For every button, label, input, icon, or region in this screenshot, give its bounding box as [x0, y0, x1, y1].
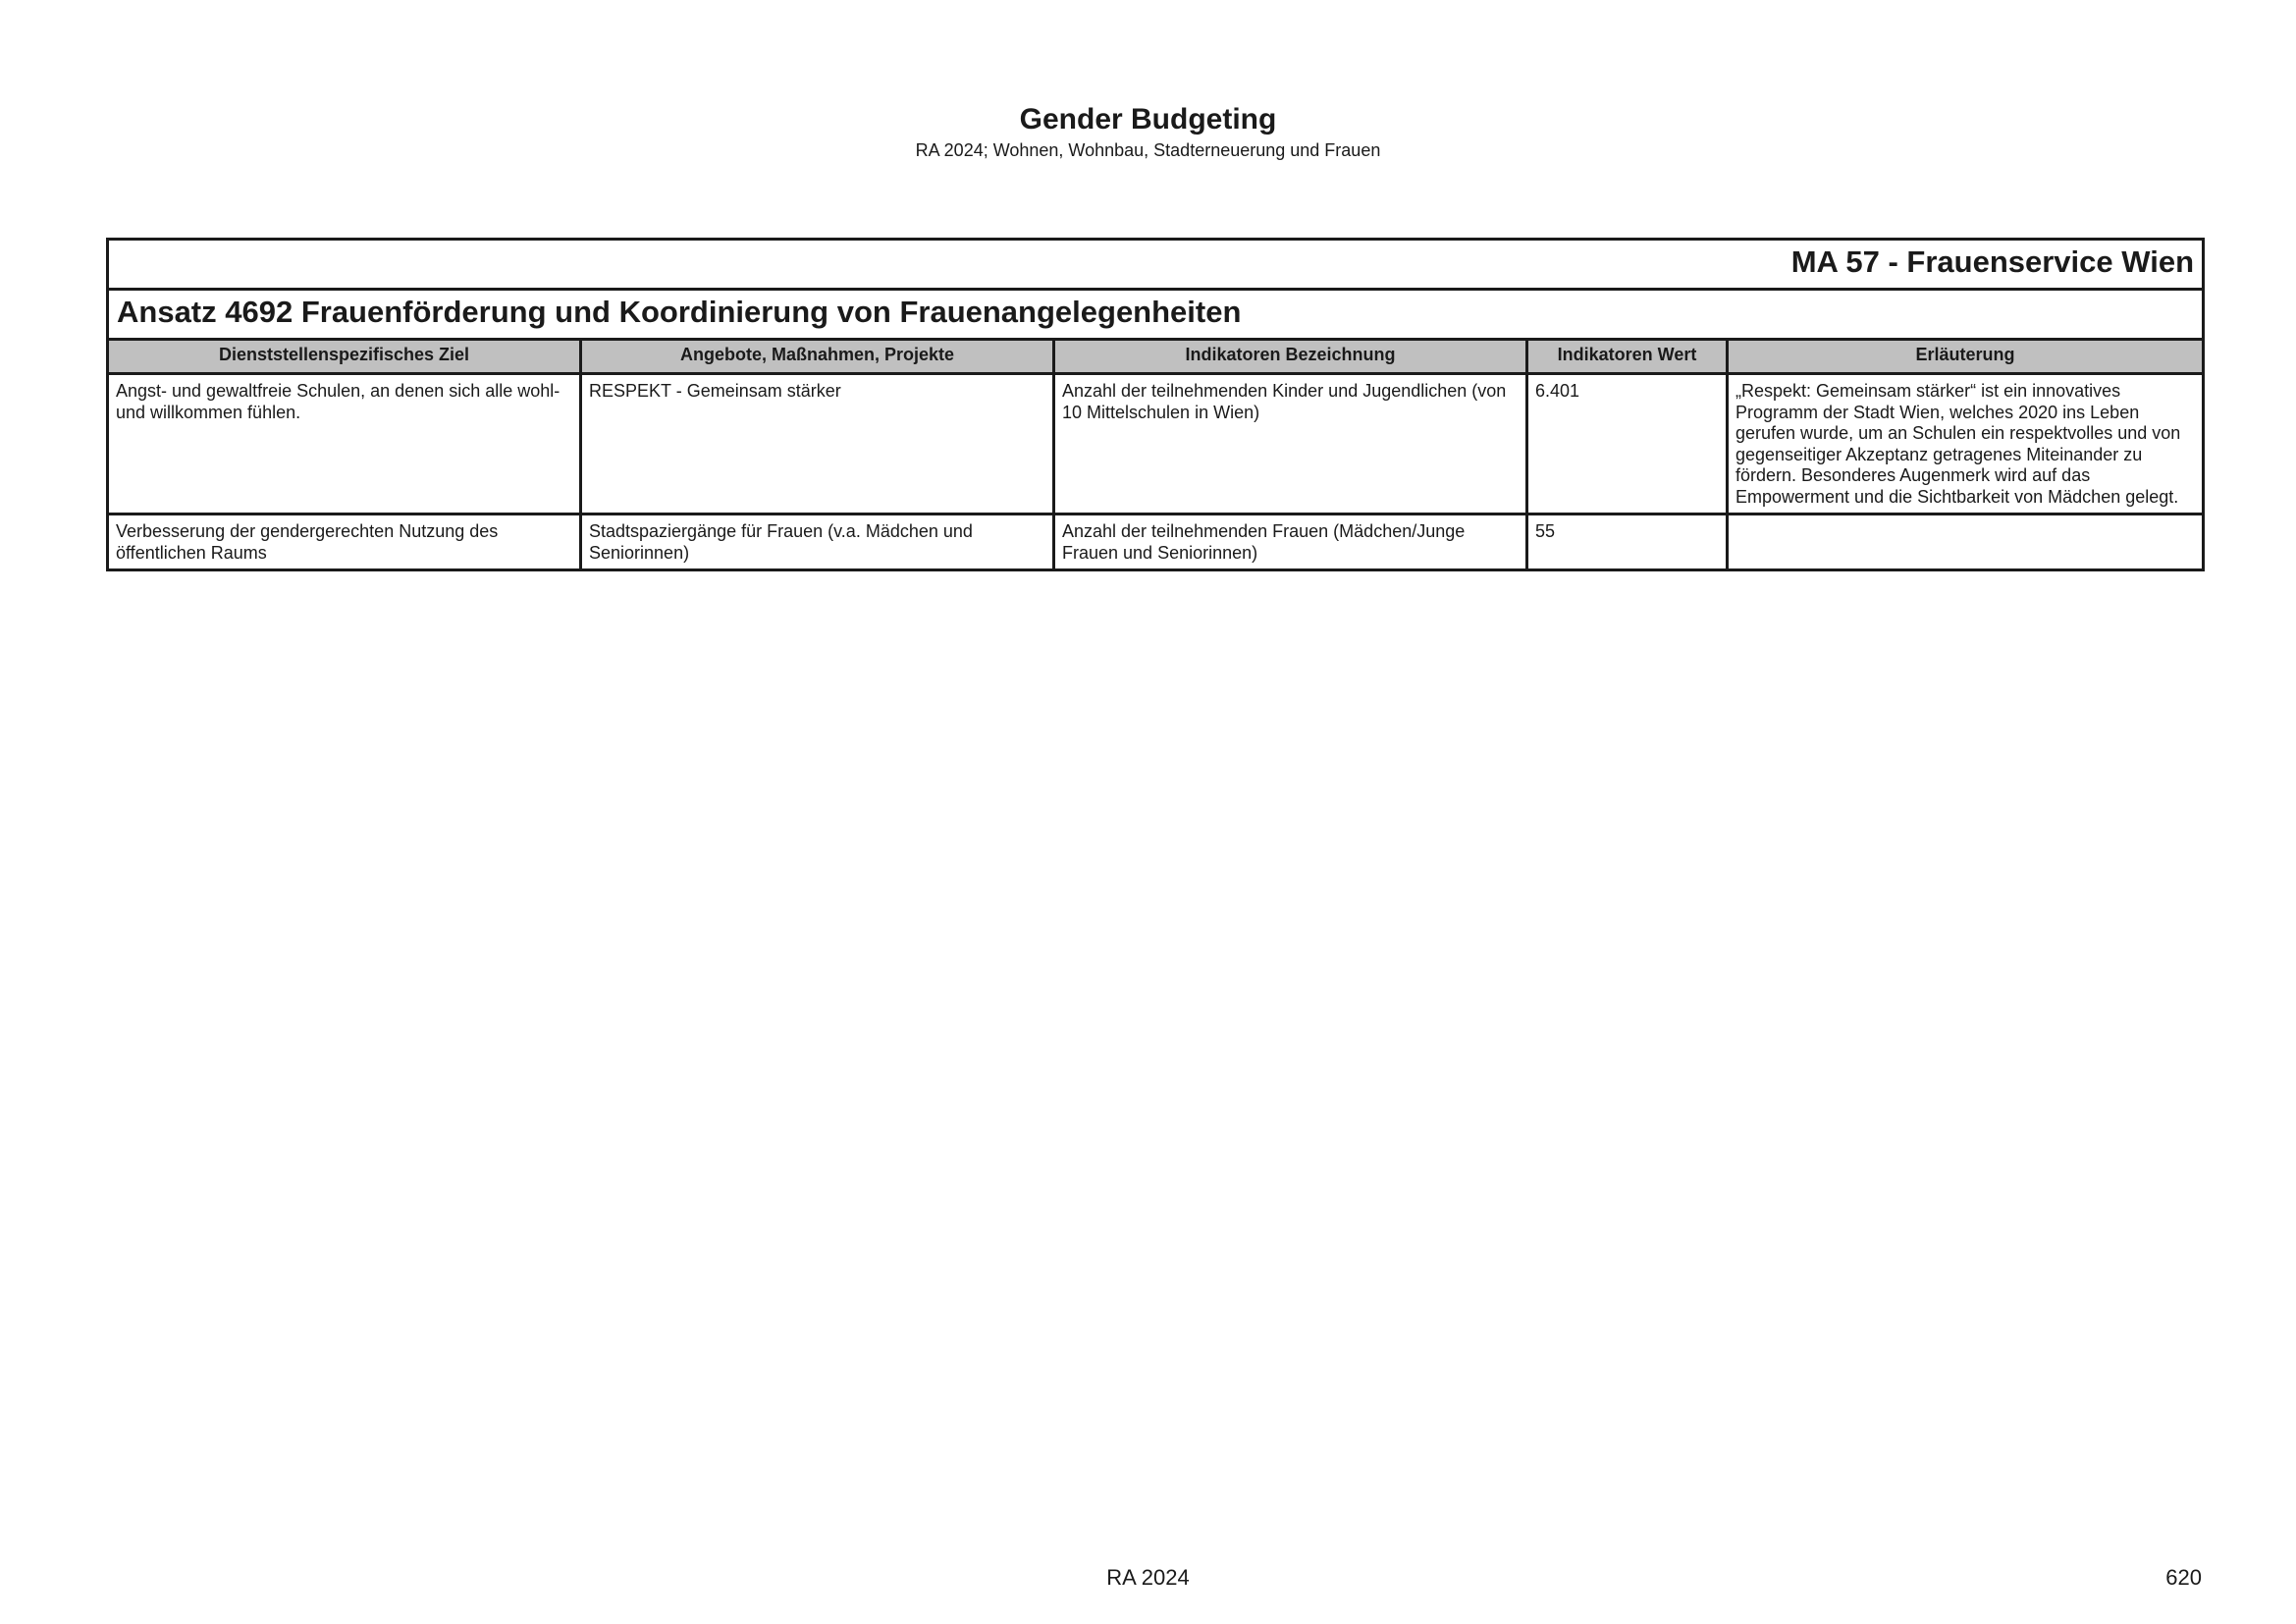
- gender-budgeting-table: [106, 238, 2205, 571]
- cell-erlaeuterung: [1728, 514, 2204, 570]
- cell-angebote: RESPEKT - Gemeinsam stärker: [581, 374, 1054, 514]
- cell-erlaeuterung: „Respekt: Gemeinsam stärker“ ist ein innovatives Programm der Stadt Wien, welches 2020 ins Leben gerufen wurde, um an Schulen ein respektvolles und von gegenseitiger Akzeptanz getragenes Miteinander zu fördern. Besonderes Augenmerk wird auf das Empowerment und die Sichtbarkeit von Mädchen gelegt.: [1728, 374, 2204, 514]
- table-row: [108, 514, 2204, 570]
- cell-angebote: Stadtspaziergänge für Frauen (v.a. Mädchen und Seniorinnen): [581, 514, 1054, 570]
- section-row: [108, 290, 2204, 340]
- table-row: [108, 374, 2204, 514]
- cell-indikator: Anzahl der teilnehmenden Frauen (Mädchen/Junge Frauen und Seniorinnen): [1054, 514, 1527, 570]
- column-header-wert: Indikatoren Wert: [1527, 340, 1728, 374]
- column-header-indikator: Indikatoren Bezeichnung: [1054, 340, 1527, 374]
- page-header: [0, 102, 2296, 161]
- cell-indikator: Anzahl der teilnehmenden Kinder und Jugendlichen (von 10 Mittelschulen in Wien): [1054, 374, 1527, 514]
- column-header-ziel: Dienststellenspezifisches Ziel: [108, 340, 581, 374]
- section-title: Ansatz 4692 Frauenförderung und Koordinierung von Frauenangelegenheiten: [108, 290, 2204, 340]
- column-header-row: [108, 340, 2204, 374]
- cell-wert: 55: [1527, 514, 1728, 570]
- unit-title: MA 57 - Frauenservice Wien: [108, 240, 2204, 290]
- column-header-angebote: Angebote, Maßnahmen, Projekte: [581, 340, 1054, 374]
- document-subtitle: RA 2024; Wohnen, Wohnbau, Stadterneuerung und Frauen: [915, 140, 1381, 160]
- cell-wert: 6.401: [1527, 374, 1728, 514]
- unit-row: [108, 240, 2204, 290]
- cell-ziel: Angst- und gewaltfreie Schulen, an denen sich alle wohl- und willkommen fühlen.: [108, 374, 581, 514]
- cell-ziel: Verbesserung der gendergerechten Nutzung des öffentlichen Raums: [108, 514, 581, 570]
- page-number: 620: [2165, 1565, 2202, 1590]
- document-title: Gender Budgeting: [1019, 103, 1277, 135]
- column-header-erlaeuterung: Erläuterung: [1728, 340, 2204, 374]
- footer-report-label: RA 2024: [1106, 1565, 1190, 1590]
